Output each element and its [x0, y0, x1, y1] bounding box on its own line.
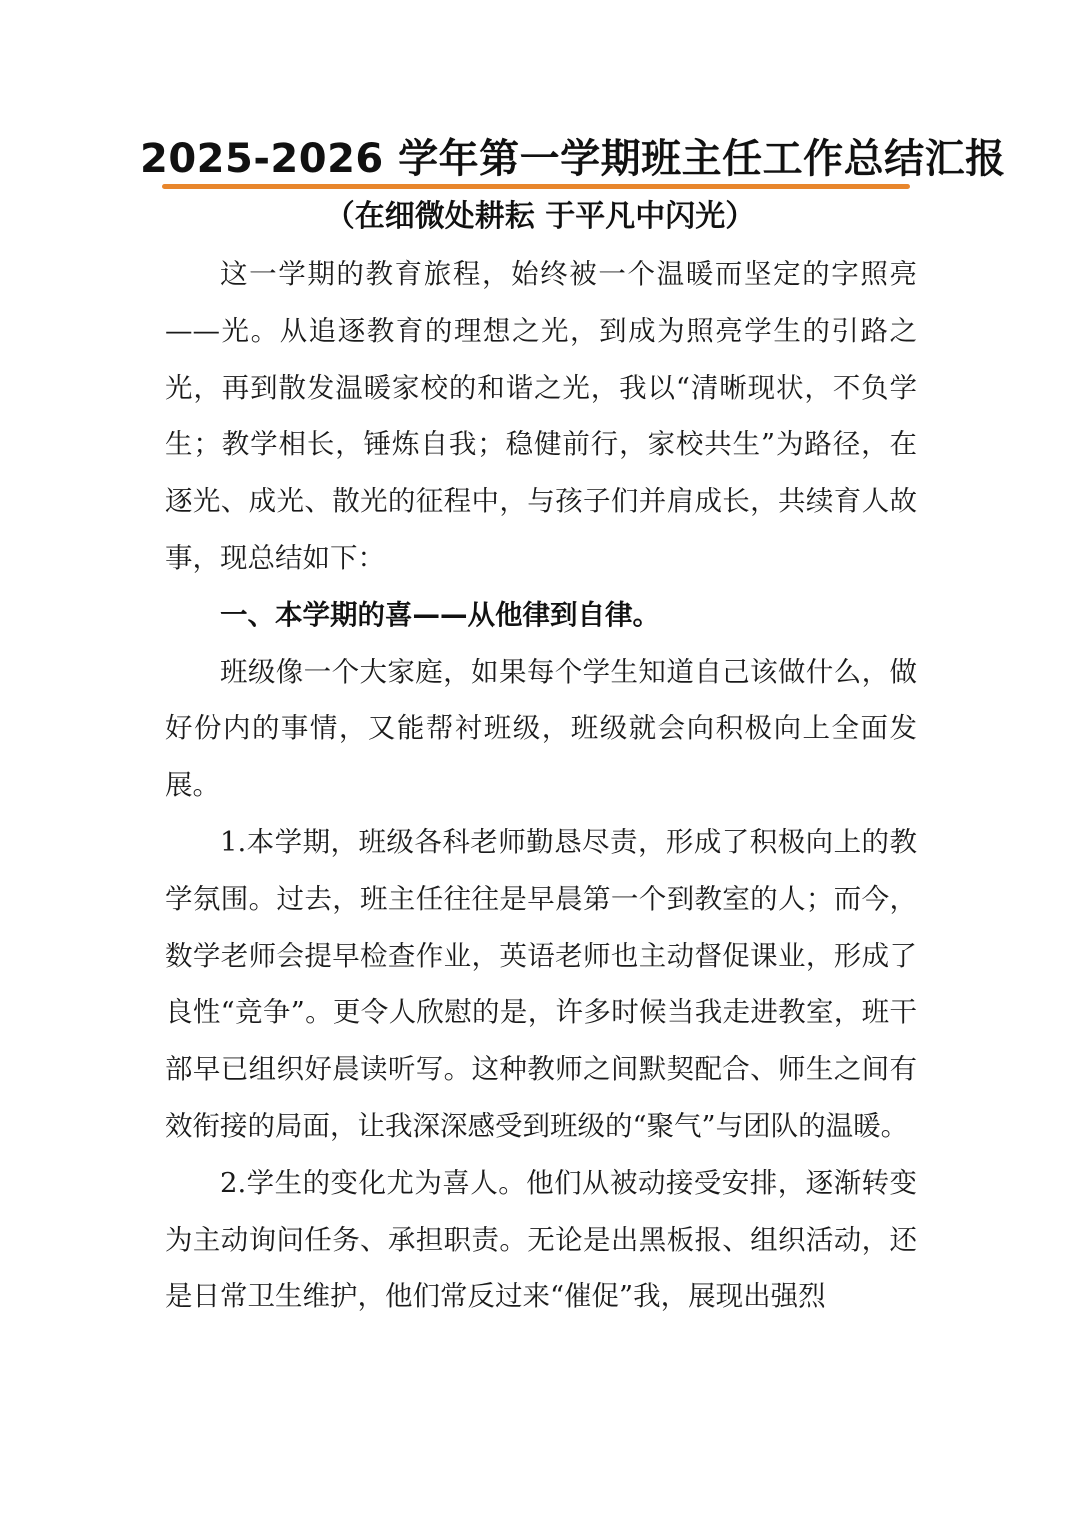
- document-title: 2025-2026 学年第一学期班主任工作总结汇报: [140, 136, 1006, 182]
- document-subtitle: （在细微处耕耘 于平凡中闪光）: [324, 199, 756, 234]
- section-intro-paragraph: 班级像一个大家庭，如果每个学生知道自己该做什么，做好份内的事情，又能帮衬班级，班级就会向积极向上全面发展。: [165, 655, 917, 802]
- document-body: [165, 246, 917, 1325]
- point-2-paragraph: 2.学生的变化尤为喜人。他们从被动接受安排，逐渐转变为主动询问任务、承担职责。无论是出黑板报、组织活动，还是日常卫生维护，他们常反过来“催促”我，展现出强烈: [165, 1166, 917, 1313]
- title-underline: [162, 184, 910, 189]
- point-1-paragraph: 1.本学期，班级各科老师勤恳尽责，形成了积极向上的教学氛围。过去，班主任往往是早晨第一个到教室的人；而今，数学老师会提早检查作业，英语老师也主动督促课业，形成了良性“竞争”。更令人欣慰的是，许多时候当我走进教室，班干部早已组织好晨读听写。这种教师之间默契配合、师生之间有效衔接的局面，让我深深感受到班级的“聚气”与团队的温暖。: [165, 825, 917, 1142]
- section-heading: 一、本学期的喜——从他律到自律。: [220, 598, 660, 631]
- intro-paragraph: 这一学期的教育旅程，始终被一个温暖而坚定的字照亮——光。从追逐教育的理想之光，到成为照亮学生的引路之光，再到散发温暖家校的和谐之光，我以“清晰现状，不负学生；教学相长，锤炼自我；稳健前行，家校共生”为路径，在逐光、成光、散光的征程中，与孩子们并肩成长，共续育人故事，现总结如下：: [165, 258, 917, 574]
